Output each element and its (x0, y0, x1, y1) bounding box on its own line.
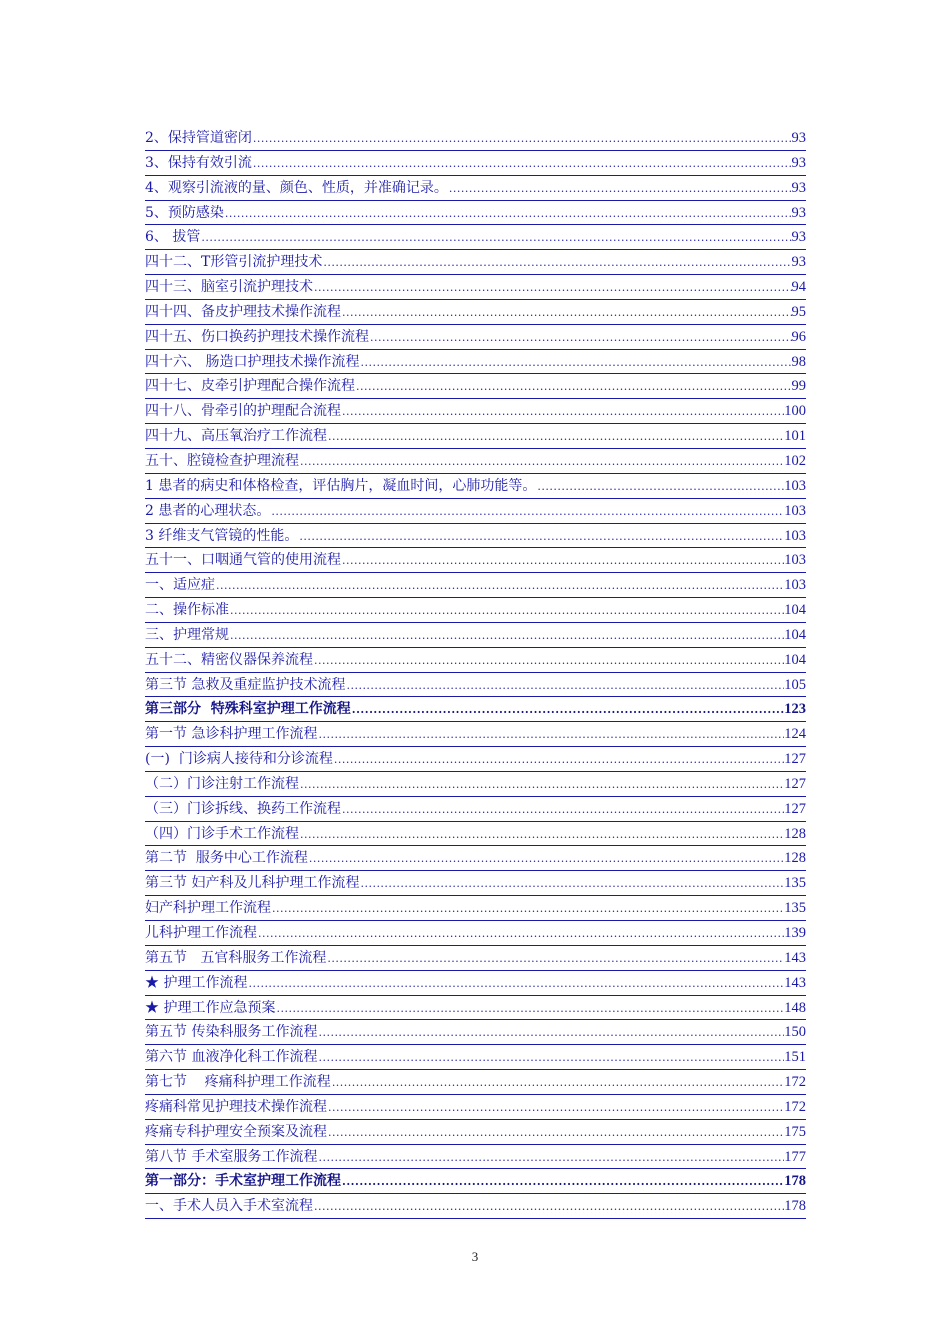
toc-entry-page: 172 (784, 1098, 806, 1115)
toc-dot-leader (200, 228, 791, 248)
toc-dot-leader (322, 253, 791, 273)
toc-entry-page: 96 (791, 328, 806, 345)
toc-entry-title: 四十六、 肠造口护理技术操作流程 (145, 353, 360, 370)
toc-entry-link[interactable] (145, 225, 806, 250)
toc-entry-title: 第五节 五官科服务工作流程 (145, 949, 327, 966)
toc-entry-page: 102 (784, 452, 806, 469)
toc-dot-leader (341, 1172, 784, 1192)
toc-entry-link[interactable] (145, 996, 806, 1021)
toc-entry-link[interactable] (145, 1194, 806, 1219)
toc-entry-title: 三、护理常规 (145, 626, 229, 643)
toc-entry-title: 3 纤维支气管镜的性能。 (145, 527, 299, 544)
toc-dot-leader (313, 278, 792, 298)
toc-entry-page: 151 (784, 1049, 806, 1066)
toc-dot-leader (327, 1123, 784, 1143)
toc-entry-title: 1 患者的病史和体格检查，评估胸片，凝血时间，心肺功能等。 (145, 477, 537, 494)
toc-entry-link[interactable] (145, 374, 806, 399)
toc-entry-page: 99 (791, 378, 806, 395)
toc-dot-leader (298, 527, 784, 547)
toc-entry-title: 二、操作标准 (145, 602, 229, 619)
toc-dot-leader (341, 551, 784, 571)
toc-entry-link[interactable] (145, 1120, 806, 1145)
toc-entry-title: 五十一、口咽通气管的使用流程 (145, 552, 341, 569)
toc-entry-title: （四）门诊手术工作流程 (145, 825, 299, 842)
toc-entry-page: 95 (791, 303, 806, 320)
toc-dot-leader (326, 949, 784, 969)
toc-entry-page: 143 (784, 974, 806, 991)
toc-entry-title: ★ 护理工作应急预案 (145, 999, 276, 1016)
toc-dot-leader (317, 1048, 784, 1068)
toc-entry-link[interactable] (145, 648, 806, 673)
toc-entry-page: 103 (784, 477, 806, 494)
toc-entry-title: 五十二、精密仪器保养流程 (145, 651, 313, 668)
toc-entry-page: 175 (784, 1123, 806, 1140)
toc-entry-page: 123 (784, 701, 806, 718)
toc-entry-page: 94 (791, 279, 806, 296)
toc-entry-page: 135 (784, 900, 806, 917)
toc-entry-page: 128 (784, 825, 806, 842)
toc-entry-title: ★ 护理工作流程 (145, 974, 248, 991)
toc-dot-leader (308, 849, 784, 869)
toc-dot-leader (359, 353, 791, 373)
toc-entry-page: 148 (784, 999, 806, 1016)
toc-entry-page: 127 (784, 751, 806, 768)
toc-entry-title: 四十三、脑室引流护理技术 (145, 279, 313, 296)
toc-entry-link[interactable] (145, 573, 806, 598)
toc-entry-title: 四十五、伤口换药护理技术操作流程 (145, 328, 369, 345)
toc-entry-page: 128 (784, 850, 806, 867)
toc-entry-page: 103 (784, 502, 806, 519)
toc-dot-leader (341, 303, 792, 323)
toc-entry-link[interactable] (145, 971, 806, 996)
toc-dot-leader (355, 377, 792, 397)
toc-entry-title: 四十九、高压氧治疗工作流程 (145, 428, 327, 445)
toc-dot-leader (333, 750, 784, 770)
toc-entry-link[interactable] (145, 772, 806, 797)
toc-entry-title: 五十、腔镜检查护理流程 (145, 452, 299, 469)
toc-dot-leader (317, 1023, 784, 1043)
toc-entry-title: 第二节 服务中心工作流程 (145, 850, 308, 867)
toc-entry-page: 178 (784, 1198, 806, 1215)
toc-entry-link[interactable] (145, 697, 806, 722)
toc-entry-link[interactable] (145, 822, 806, 847)
toc-entry-title: 2 患者的心理状态。 (145, 502, 271, 519)
toc-entry-title: 4、观察引流液的量、颜色、性质，并准确记录。 (145, 179, 448, 196)
toc-entry-link[interactable] (145, 524, 806, 549)
toc-dot-leader (215, 576, 784, 596)
toc-entry-link[interactable] (145, 499, 806, 524)
toc-dot-leader (257, 924, 784, 944)
toc-entry-page: 100 (784, 403, 806, 420)
toc-entry-link[interactable] (145, 896, 806, 921)
toc-dot-leader (369, 328, 792, 348)
toc-entry-page: 105 (784, 676, 806, 693)
toc-entry-title: 疼痛科常见护理技术操作流程 (145, 1098, 327, 1115)
toc-entry-title: 5、预防感染 (145, 204, 224, 221)
toc-entry-link[interactable] (145, 1169, 806, 1194)
toc-entry-page: 104 (784, 602, 806, 619)
toc-dot-leader (252, 154, 792, 174)
toc-dot-leader (252, 129, 792, 149)
toc-entry-link[interactable] (145, 871, 806, 896)
toc-dot-leader (270, 502, 784, 522)
toc-entry-link[interactable] (145, 350, 806, 375)
toc-entry-title: （二）门诊注射工作流程 (145, 775, 299, 792)
toc-entry-title: 第三节 妇产科及儿科护理工作流程 (145, 875, 360, 892)
toc-entry-link[interactable] (145, 1145, 806, 1170)
toc-entry-title: 第三节 急救及重症监护技术流程 (145, 676, 346, 693)
toc-entry-page: 104 (784, 651, 806, 668)
toc-entry-page: 178 (784, 1173, 806, 1190)
toc-entry-page: 139 (784, 925, 806, 941)
toc-dot-leader (341, 402, 784, 422)
toc-entry-title: 第一部分：手术室护理工作流程 (145, 1173, 341, 1190)
toc-entry-page: 127 (784, 775, 806, 792)
toc-entry-title: 四十七、皮牵引护理配合操作流程 (145, 378, 355, 395)
toc-dot-leader (327, 427, 784, 447)
toc-entry-link[interactable] (145, 598, 806, 623)
table-of-contents (145, 126, 806, 1219)
toc-dot-leader (341, 800, 784, 820)
toc-entry-page: 103 (784, 577, 806, 594)
toc-entry-page: 127 (784, 800, 806, 817)
toc-entry-title: 四十四、备皮护理技术操作流程 (145, 303, 341, 320)
toc-entry-page: 93 (791, 254, 806, 271)
toc-entry-link[interactable] (145, 449, 806, 474)
toc-entry-link[interactable] (145, 673, 806, 698)
toc-entry-title: (一) 门诊病人接待和分诊流程 (145, 751, 333, 768)
toc-dot-leader (351, 700, 785, 720)
toc-dot-leader (271, 899, 784, 919)
toc-entry-page: 150 (784, 1024, 806, 1041)
toc-entry-page: 124 (784, 726, 806, 743)
toc-entry-link[interactable] (145, 474, 806, 499)
toc-dot-leader (313, 651, 784, 671)
toc-dot-leader (317, 725, 784, 745)
toc-dot-leader (247, 974, 784, 994)
toc-entry-link[interactable] (145, 548, 806, 573)
toc-dot-leader (229, 626, 784, 646)
toc-entry-page: 93 (791, 204, 806, 221)
toc-entry-title: 儿科护理工作流程 (145, 925, 257, 941)
toc-dot-leader (327, 1098, 784, 1118)
toc-entry-title: 第五节 传染科服务工作流程 (145, 1024, 318, 1041)
toc-entry-link[interactable] (145, 300, 806, 325)
toc-entry-link[interactable] (145, 797, 806, 822)
toc-entry-title: 四十二、T形管引流护理技术 (145, 254, 323, 271)
toc-entry-page: 93 (791, 229, 806, 246)
toc-dot-leader (313, 1197, 784, 1217)
toc-entry-page: 135 (784, 875, 806, 892)
toc-entry-link[interactable] (145, 201, 806, 226)
toc-dot-leader (536, 477, 784, 497)
toc-entry-page: 98 (791, 353, 806, 370)
toc-entry-link[interactable] (145, 921, 806, 946)
toc-entry-page: 93 (791, 130, 806, 146)
toc-entry-page: 104 (784, 626, 806, 643)
toc-entry-link[interactable] (145, 722, 806, 747)
toc-entry-link[interactable] (145, 846, 806, 871)
toc-entry-link[interactable] (145, 1095, 806, 1120)
toc-dot-leader (299, 825, 784, 845)
toc-entry-title: 第六节 血液净化科工作流程 (145, 1049, 318, 1066)
toc-entry-title: 6、 拔管 (145, 229, 201, 246)
toc-entry-title: 3、保持有效引流 (145, 154, 252, 171)
toc-entry-page: 101 (784, 428, 806, 445)
toc-entry-title: 四十八、骨牵引的护理配合流程 (145, 403, 341, 420)
toc-entry-link[interactable] (145, 151, 806, 176)
toc-entry-title: 第七节 疼痛科护理工作流程 (145, 1074, 331, 1091)
toc-dot-leader (229, 601, 784, 621)
toc-entry-link[interactable] (145, 325, 806, 350)
toc-entry-page: 103 (784, 552, 806, 569)
toc-entry-link[interactable] (145, 250, 806, 275)
toc-dot-leader (448, 179, 792, 199)
toc-dot-leader (317, 1148, 784, 1168)
toc-dot-leader (359, 874, 784, 894)
toc-entry-link[interactable] (145, 1070, 806, 1095)
toc-entry-page: 177 (784, 1148, 806, 1165)
toc-entry-page: 93 (791, 179, 806, 196)
toc-entry-link[interactable] (145, 946, 806, 971)
toc-dot-leader (275, 999, 784, 1019)
toc-entry-title: 一、适应症 (145, 577, 215, 594)
toc-entry-link[interactable] (145, 176, 806, 201)
toc-dot-leader (345, 676, 784, 696)
toc-entry-title: 第三部分 特殊科室护理工作流程 (145, 701, 351, 718)
toc-entry-link[interactable] (145, 1045, 806, 1070)
toc-entry-link[interactable] (145, 1020, 806, 1045)
toc-entry-title: 妇产科护理工作流程 (145, 900, 271, 917)
page-number: 3 (471, 1249, 479, 1264)
toc-entry-title: 2、保持管道密闭 (145, 130, 252, 146)
toc-dot-leader (299, 775, 784, 795)
toc-entry-title: 一、手术人员入手术室流程 (145, 1198, 313, 1215)
toc-entry-page: 103 (784, 527, 806, 544)
toc-entry-page: 143 (784, 949, 806, 966)
toc-entry-link[interactable] (145, 126, 806, 151)
toc-entry-title: （三）门诊拆线、换药工作流程 (145, 800, 341, 817)
toc-entry-page: 93 (791, 154, 806, 171)
toc-dot-leader (224, 204, 792, 224)
toc-entry-title: 第一节 急诊科护理工作流程 (145, 726, 318, 743)
toc-dot-leader (299, 452, 784, 472)
toc-dot-leader (331, 1073, 784, 1093)
toc-entry-title: 疼痛专科护理安全预案及流程 (145, 1123, 327, 1140)
toc-entry-page: 172 (784, 1074, 806, 1091)
toc-entry-link[interactable] (145, 399, 806, 424)
toc-entry-link[interactable] (145, 424, 806, 449)
toc-entry-link[interactable] (145, 747, 806, 772)
toc-entry-link[interactable] (145, 275, 806, 300)
toc-entry-title: 第八节 手术室服务工作流程 (145, 1148, 318, 1165)
toc-entry-link[interactable] (145, 623, 806, 648)
